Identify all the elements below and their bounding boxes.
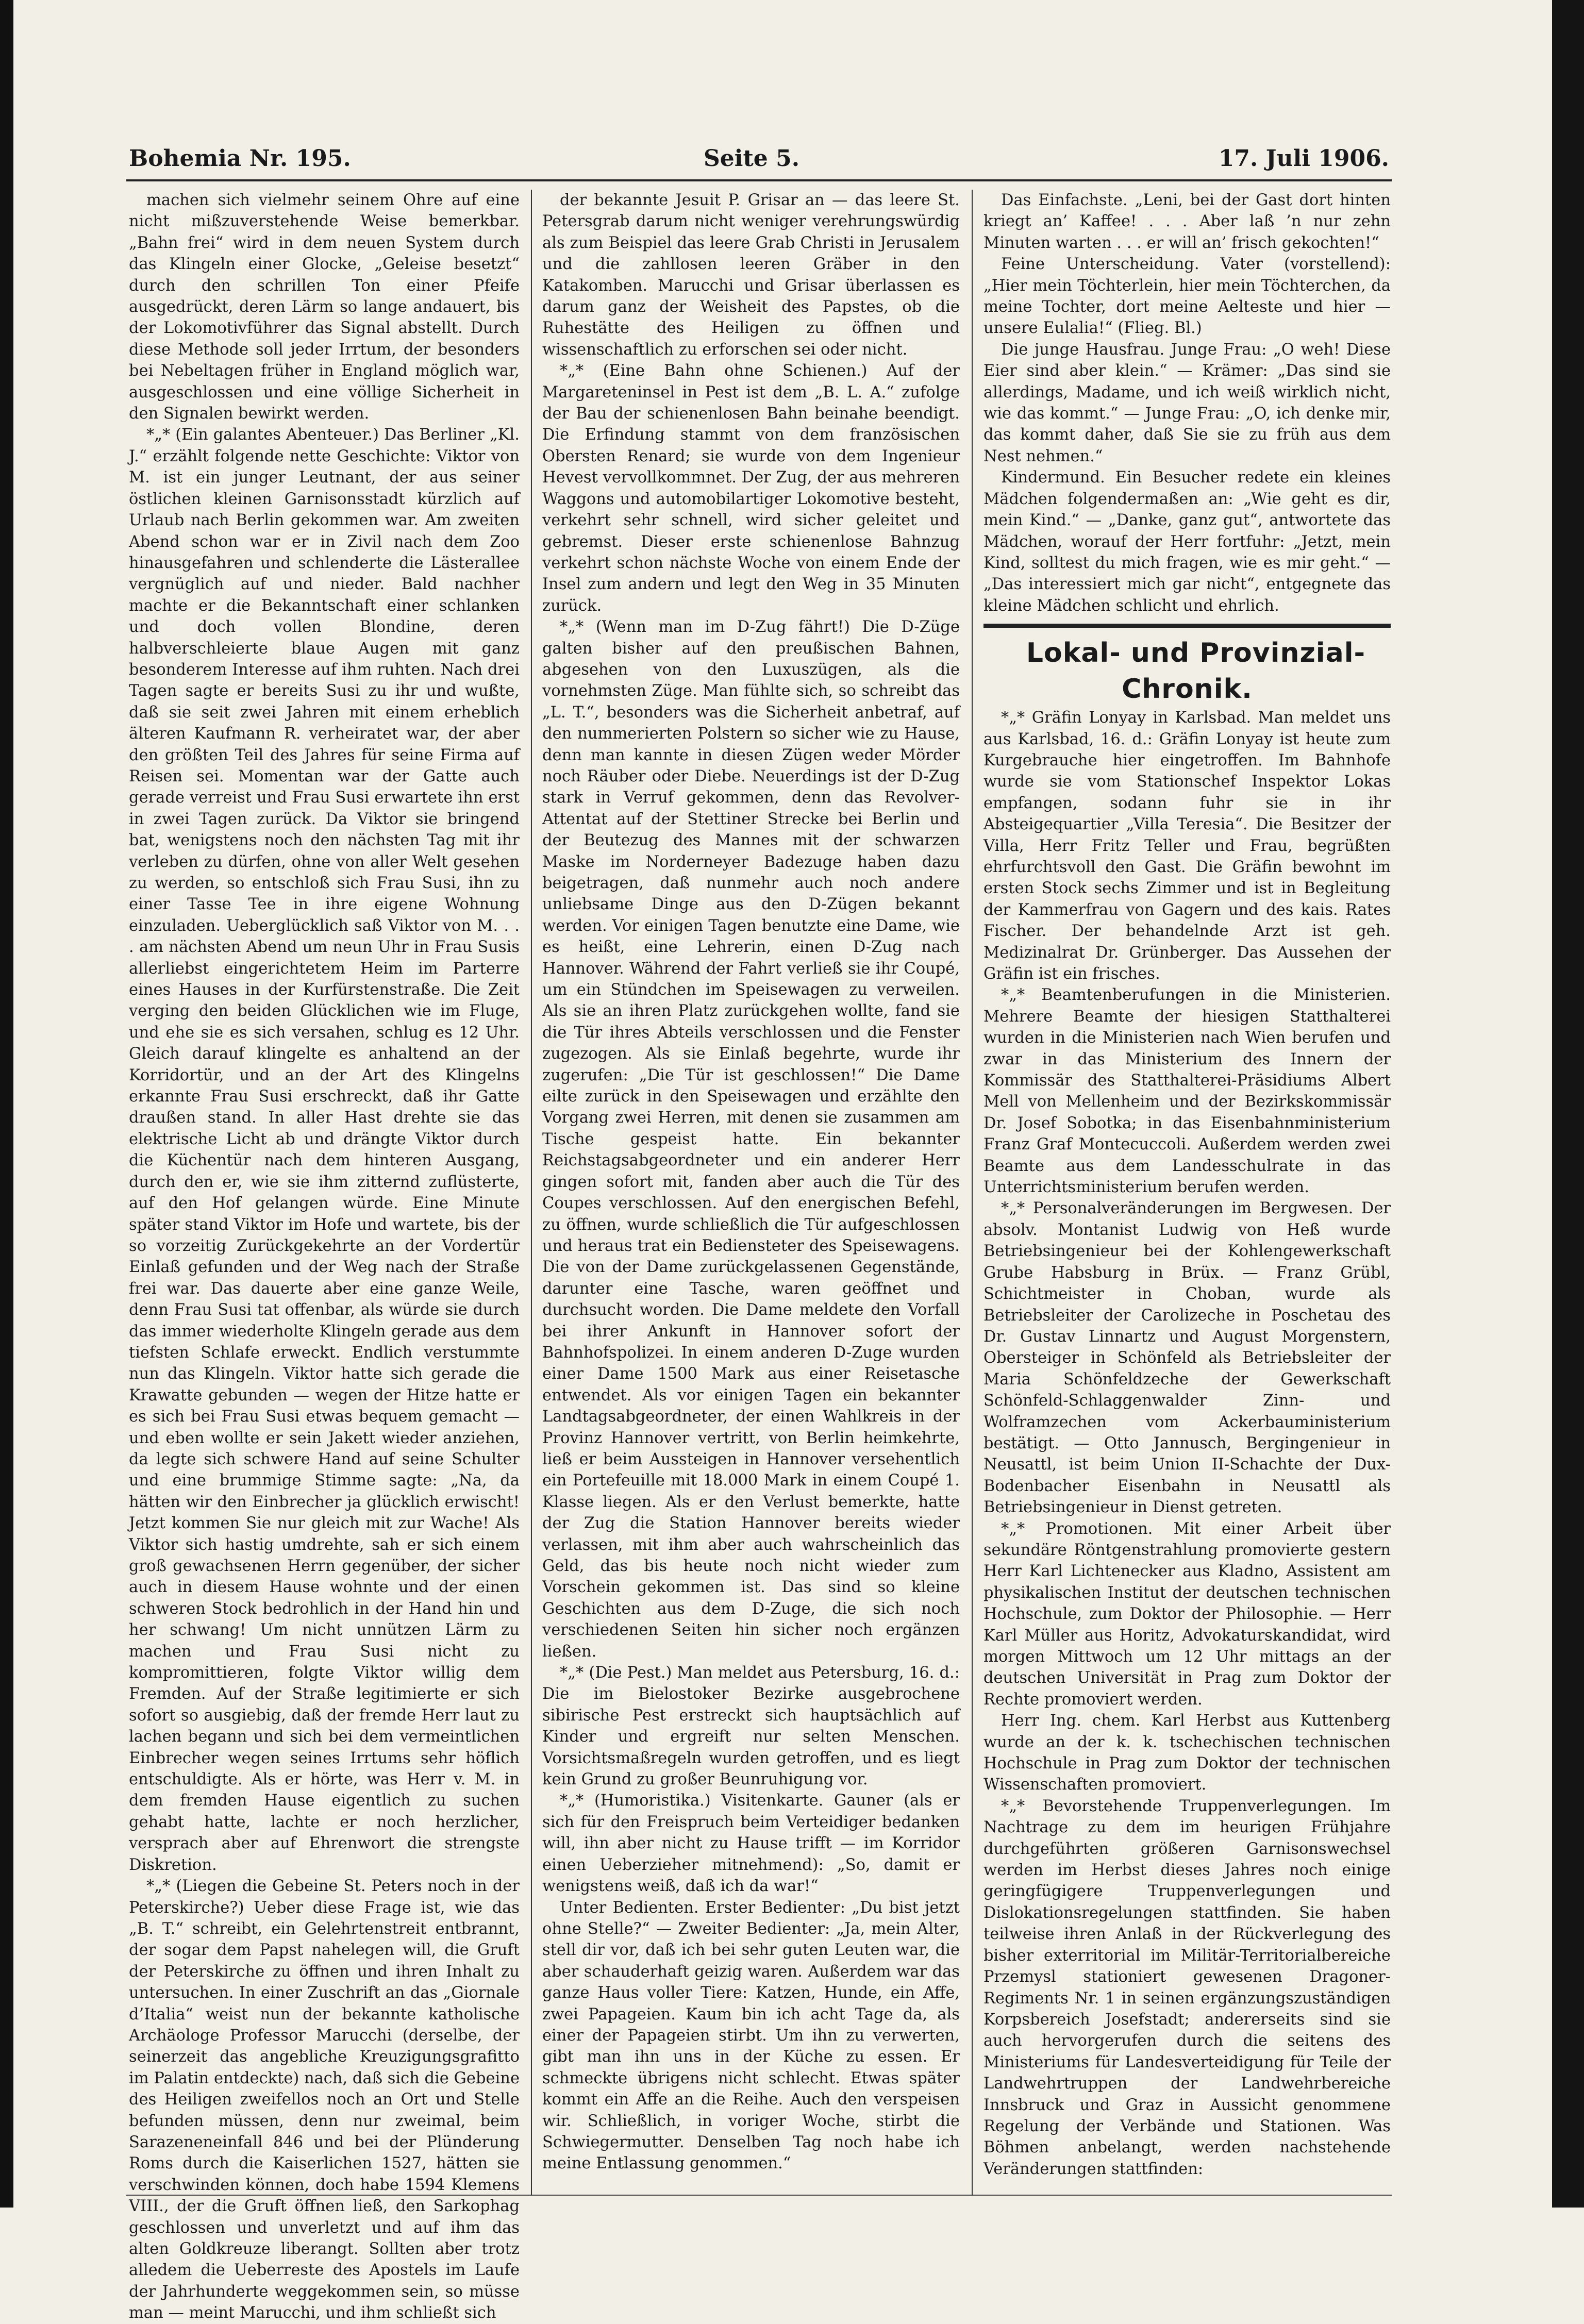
article-paragraph: *„* (Humoristika.) Visitenkarte. Gauner (als er sich für den Freispruch beim Verteidiger bedanken will, ihn aber nicht zu Hause trifft — im Korridor einen Ueberzieher mitnehmend): „So, damit er wenigstens weiß, daß ich da war!“ [542,1792,960,1896]
article-paragraph: *„* Personalveränderungen im Bergwesen. Der absolv. Montanist Ludwig von Heß wurde Betriebsingenieur bei der Kohlengewerkschaft Grube Habsburg in Brüx. — Franz Grübl, Schichtmeister in Choban, wurde als Betriebsleiter der Carolizeche in Poschetau des Dr. Gustav Linnartz und August Morgenstern, Obersteiger in Schönfeld als Betriebsleiter der Maria Schönfeldzeche der Gewerkschaft Schönfeld-Schlaggenwalder Zinn- und Wolframzechen vom Ackerbauministerium bestätigt. — Otto Jannusch, Bergingenieur in Neusattl, ist beim Union II-Schachte der Dux-Bodenbacher Eisenbahn in Neusattl als Betriebsingenieur in Dienst getreten. [983,1199,1391,1517]
article-paragraph: *„* (Die Pest.) Man meldet aus Petersburg, 16. d.: Die im Bielostoker Bezirke ausgebrochene sibirische Pest erstreckt sich hauptsächlich auf Kinder und ergreift nur selten Menschen. Vorsichtsmaßregeln wurden getroffen, und es liegt kein Grund zu großer Beunruhigung vor. [542,1664,960,1789]
column-divider [972,190,973,2195]
article-paragraph: Herr Ing. chem. Karl Herbst aus Kuttenberg wurde an der k. k. tschechischen technischen Hochschule in Prag zum Doktor der technischen Wissenschaften promoviert. [983,1712,1391,1794]
column-divider [531,190,532,2195]
section-title: Lokal- und Provinzial-Chronik. [1026,638,1366,705]
article-paragraph: *„* (Wenn man im D-Zug fährt!) Die D-Züge galten bisher auf den preußischen Bahnen, abgesehen von den Luxuszügen, als die vornehmsten Züge. Man fühlte sich, so schreibt das „L. T.“, besonders was die Sicherheit anbetraf, auf den nummerierten Polstern so sicher wie zu Hause, denn man kannte in diesen Zügen weder Mörder noch Räuber oder Diebe. Neuerdings ist der D-Zug stark in Verruf gekommen, denn das Revolver-Attentat auf der Stettiner Strecke bei Berlin und der Beutezug des Mannes mit der schwarzen Maske im Norderneyer Badezuge haben dazu beigetragen, daß nunmehr auch noch andere unliebsame Dinge aus den D-Zügen bekannt werden. Vor einigen Tagen benutzte eine Dame, wie es heißt, eine Lehrerin, einen D-Zug nach Hannover. Während der Fahrt verließ sie ihr Coupé, um ein Stündchen im Speisewagen zu verweilen. Als sie an ihren Platz zurückgehen wollte, fand sie die Tür ihres Abteils verschlossen und die Fenster zugezogen. Als sie Einlaß begehrte, wurde ihr zugerufen: „Die Tür ist geschlossen!“ Die Dame eilte zurück in den Speisewagen und erzählte den Vorgang zwei Herren, mit denen sie zusammen am Tische gespeist hatte. Ein bekannter Reichstagsabgeordneter und ein anderer Herr gingen sofort mit, fanden aber auch die Tür des Coupes verschlossen. Auf den energischen Befehl, zu öffnen, wurde schließlich die Tür aufgeschlossen und heraus trat ein Bediensteter des Speisewagens. Die von der Dame zurückgelassenen Gegenstände, darunter eine Tasche, waren geöffnet und durchsucht worden. Die Dame meldete den Vorfall bei ihrer Ankunft in Hannover sofort der Bahnhofspolizei. In einem anderen D-Zuge wurden einer Dame 1500 Mark aus einer Reisetasche entwendet. Als vor einigen Tagen ein bekannter Landtagsabgeordneter, der einen Wahlkreis in der Provinz Hannover vertritt, von Berlin heimkehrte, ließ er beim Aussteigen in Hannover versehentlich ein Portefeuille mit 18.000 Mark in einem Coupé 1. Klasse liegen. Als er den Verlust bemerkte, hatte der Zug die Station Hannover bereits wieder verlassen, mit ihm aber auch wahrscheinlich das Geld, das bis heute noch nicht wieder zum Vorschein gekommen ist. Das sind so kleine Geschichten aus dem D-Zuge, die sich noch verschiedenen Seiten hin sicher noch ergänzen ließen. [542,618,960,1661]
page-header [129,145,1389,181]
column-2 [542,190,960,2189]
article-paragraph: Das Einfachste. „Leni, bei der Gast dort hinten kriegt an’ Kaffee! . . . Aber laß ’n nur zehn Minuten warten . . . er will an’ frisch gekochten!“ [983,191,1391,252]
column-1 [129,190,520,2322]
article-paragraph: *„* Gräfin Lonyay in Karlsbad. Man meldet uns aus Karlsbad, 16. d.: Gräfin Lonyay ist heute zum Kurgebrauche hier eingetroffen. Im Bahnhofe wurde sie vom Stationschef Inspektor Lokas empfangen, sodann fuhr sie in ihr Absteigequartier „Villa Teresia“. Die Besitzer der Villa, Herr Fritz Teller und Frau, begrüßten ehrfurchtsvoll den Gast. Die Gräfin bewohnt im ersten Stock sechs Zimmer und ist in Begleitung der Kammerfrau von Gagern und des kais. Rates Fischer. Der behandelnde Arzt ist geh. Medizinalrat Dr. Grünberger. Das Aussehen der Gräfin ist ein frisches. [983,709,1391,983]
article-paragraph: *„* Bevorstehende Truppenverlegungen. Im Nachtrage zu dem im heurigen Frühjahre durchgeführten größeren Garnisonswechsel werden im Herbst dieses Jahres noch einige geringfügigere Truppenverlegungen und Dislokationsregelungen stattfinden. Sie haben teilweise ihren Anlaß in der Rückverlegung des bisher exterritorial im Militär-Territorialbereiche Przemysl stationiert gewesenen Dragoner-Regiments Nr. 1 in seinen ergänzungszuständigen Korpsbereich Josefstadt; andererseits sind sie auch hervorgerufen durch die seitens des Ministeriums für Landesverteidigung für Teile der Landwehrtruppen der Landwehrbereiche Innsbruck und Graz in Aussicht genommene Regelung der Verbände und Stationen. Was Böhmen anbelangt, werden nachstehende Veränderungen stattfinden: [983,1797,1391,2178]
bottom-rule [126,2195,1392,2196]
page-number: Seite 5. [704,145,800,172]
article-paragraph: Unter Bedienten. Erster Bedienter: „Du bist jetzt ohne Stelle?“ — Zweiter Bedienter: „Ja, mein Alter, stell dir vor, daß ich bei sehr guten Leuten war, die aber schauderhaft geizig waren. Außerdem war das ganze Haus voller Tiere: Katzen, Hunde, ein Affe, zwei Papageien. Kaum bin ich acht Tage da, als einer der Papageien stirbt. Um ihn zu verwerten, gibt man ihn uns in der Küche zu essen. Er schmeckte übrigens nicht schlecht. Etwas später kommt ein Affe an die Reihe. Auch den verspeisen wir. Schließlich, in voriger Woche, stirbt die Schwiegermutter. Denselben Tag noch habe ich meine Entlassung genommen.“ [542,1898,960,2173]
article-paragraph: Die junge Hausfrau. Junge Frau: „O weh! Diese Eier sind aber klein.“ — Krämer: „Das sind sie allerdings, Madame, und ich weiß wirklich nicht, wie das kommt.“ — Junge Frau: „O, ich denke mir, das kommt daher, daß Sie sie zu früh aus dem Nest nehmen.“ [983,340,1391,465]
article-paragraph: *„* (Eine Bahn ohne Schienen.) Auf der Margareteninsel in Pest ist dem „B. L. A.“ zufolge der Bau der schienenlosen Bahn beinahe beendigt. Die Erfindung stammt von dem französischen Obersten Renard; sie wurde von dem Ingenieur Hevest vervollkommnet. Der Zug, der aus mehreren Waggons und automobilartiger Lokomotive besteht, verkehrt sehr schnell, wird sicher geleitet und gebremst. Dieser erste schienenlose Bahnzug verkehrt schon nächste Woche von einem Ende der Insel zum andern und legt den Weg in 35 Minuten zurück. [542,362,960,615]
article-paragraph: machen sich vielmehr seinem Ohre auf eine nicht mißzuverstehende Weise bemerkbar. „Bahn frei“ wird in dem neuen System durch das Klingeln einer Glocke, „Geleise besetzt“ durch den schrillen Ton einer Pfeife ausgedrückt, deren Lärm so lange andauert, bis der Lokomotivführer das Signal abstellt. Durch diese Methode soll jeder Irrtum, der besonders bei Nebeltagen früher in England möglich war, ausgeschlossen und eine völlige Sicherheit in den Signalen bewirkt werden. [129,191,520,423]
article-paragraph: Kindermund. Ein Besucher redete ein kleines Mädchen folgendermaßen an: „Wie geht es dir, mein Kind.“ — „Danke, ganz gut“, antwortete das Mädchen, worauf der Herr fortfuhr: „Jetzt, mein Kind, solltest du mich fragen, wie es mir geht.“ — „Das interessiert mich gar nicht“, entgegnete das kleine Mädchen schlicht und ehrlich. [983,469,1391,615]
scan-edge-left [0,0,13,2208]
article-paragraph: der bekannte Jesuit P. Grisar an — das leere St. Petersgrab darum nicht weniger verehrungswürdig als zum Beispiel das leere Grab Christi in Jerusalem und die zahllosen leeren Gräber in den Katakomben. Marucchi und Grisar überlassen es darum ganz der Weisheit des Papstes, ob die Ruhestätte des Heiligen zu öffnen und wissenschaftlich zu erforschen sei oder nicht. [542,191,960,359]
article-paragraph: *„* (Liegen die Gebeine St. Peters noch in der Peterskirche?) Ueber diese Frage ist, wie das „B. T.“ schreibt, ein Gelehrtenstreit entbrannt, der sogar dem Papst nahelegen will, die Gruft der Peterskirche zu öffnen und ihren Inhalt zu untersuchen. In einer Zuschrift an das „Giornale d’Italia“ weist nun der bekannte katholische Archäologe Professor Marucchi (derselbe, der seinerzeit das angebliche Kreuzigungsgrafitto im Palatin entdeckte) nach, daß sich die Gebeine des Heiligen zweifellos noch an Ort und Stelle befunden müssen, denn nur zweimal, beim Sarazeneneinfall 846 und bei der Plünderung Roms durch die Kaiserlichen 1527, hätten sie verschwinden können, doch habe 1594 Klemens VIII., der die Gruft öffnen ließ, den Sarkophag geschlossen und unverletzt und auf ihm das alten Goldkreuze liberangt. Sollten aber trotz alledem die Ueberreste des Apostels im Laufe der Jahrhunderte weggekommen sein, so müsse man — meint Marucchi, und ihm schließt sich [129,1877,520,2322]
article-paragraph: *„* Promotionen. Mit einer Arbeit über sekundäre Röntgenstrahlung promovierte gestern Herr Karl Lichtenecker aus Kladno, Assistent am physikalischen Institut der deutschen technischen Hochschule, zum Doktor der Philosophie. — Herr Karl Müller aus Horitz, Advokaturskandidat, wird morgen Mittwoch um 12 Uhr mittags an der deutschen Universität in Prag zum Doktor der Rechte promoviert werden. [983,1519,1391,1709]
scan-edge-right [1552,0,1584,2208]
article-paragraph: Feine Unterscheidung. Vater (vorstellend): „Hier mein Töchterlein, hier mein Töchterchen, da meine Tochter, dort meine Aelteste und hier — unsere Eulalia!“ (Flieg. Bl.) [983,255,1391,338]
page-date: 17. Juli 1906. [1218,145,1389,172]
header-rule [126,179,1392,181]
paper-issue: Bohemia Nr. 195. [129,145,351,172]
column-3 [983,190,1391,2189]
article-paragraph: *„* Beamtenberufungen in die Ministerien. Mehrere Beamte der hiesigen Statthalterei wurden in die Ministerien nach Wien berufen und zwar in das Ministerium des Innern der Kommissär des Statthalterei-Präsidiums Albert Mell von Mellenheim und der Bezirkskommissär Dr. Josef Sobotka; in das Eisenbahnministerium Franz Graf Montecuccoli. Außerdem werden zwei Beamte aus dem Landesschulrate in das Unterrichtsministerium berufen werden. [983,986,1391,1197]
section-rule [983,624,1391,628]
article-paragraph: *„* (Ein galantes Abenteuer.) Das Berliner „Kl. J.“ erzählt folgende nette Geschichte: Viktor von M. ist ein junger Leutnant, der aus seiner östlichen kleinen Garnisonsstadt kürzlich auf Urlaub nach Berlin gekommen war. Am zweiten Abend schon war er in Zivil nach dem Zoo hinausgefahren und schlenderte die Lästerallee vergnüglich auf und nieder. Bald nachher machte er die Bekanntschaft einer schlanken und doch vollen Blondine, deren halbverschleierte blaue Augen mit ganz besonderem Interesse auf ihm ruhten. Nach drei Tagen sagte er bereits Susi zu ihr und wußte, daß sie seit zwei Jahren mit einem erheblich älteren Kaufmann R. verheiratet war, der aber den größten Teil des Jahres für seine Firma auf Reisen sei. Momentan war der Gatte auch gerade verreist und Frau Susi erwartete ihn erst in zwei Tagen zurück. Da Viktor sie bringend bat, wenigstens noch den nächsten Tag mit ihr verleben zu dürfen, ohne von aller Welt gesehen zu werden, so entschloß sich Frau Susi, ihn zu einer Tasse Tee in ihre eigene Wohnung einzuladen. Ueberglücklich saß Viktor von M. . . . am nächsten Abend um neun Uhr in Frau Susis allerliebst eingerichtetem Heim im Parterre eines Hauses in der Kurfürstenstraße. Die Zeit verging den beiden Glücklichen wie im Fluge, und ehe sie es sich versahen, schlug es 12 Uhr. Gleich darauf klingelte es anhaltend an der Korridortür, und an der Art des Klingelns erkannte Frau Susi erschreckt, daß ihr Gatte draußen stand. In aller Hast drehte sie das elektrische Licht ab und drängte Viktor durch die Küchentür nach dem hinteren Ausgang, durch den er, wie sie ihm zitternd zuflüsterte, auf den Hof gelangen würde. Eine Minute später stand Viktor im Hofe und wartete, bis der so vorzeitig Zurückgekehrte an der Vordertür Einlaß gefunden und der Weg nach der Straße frei war. Das dauerte aber eine ganze Weile, denn Frau Susi tat offenbar, als würde sie durch das immer wiederholte Klingeln gerade aus dem tiefsten Schlafe erweckt. Endlich verstummte nun das Klingeln. Viktor hatte sich gerade die Krawatte gebunden — wegen der Hitze hatte er es sich bei Frau Susi etwas bequem gemacht — und eben wollte er sein Jakett wieder anziehen, da legte sich schwere Hand auf seine Schulter und eine brummige Stimme sagte: „Na, da hätten wir den Einbrecher ja glücklich erwischt! Jetzt kommen Sie nur gleich mit zur Wache! Als Viktor sich hastig umdrehte, sah er sich einem groß gewachsenen Herrn gegenüber, der sicher auch in diesem Hause wohnte und der einen schweren Stock bedrohlich in der Hand hin und her schwang! Um nicht unnützen Lärm zu machen und Frau Susi nicht zu kompromittieren, folgte Viktor willig dem Fremden. Auf der Straße legitimierte er sich sofort so ausgiebig, daß der fremde Herr laut zu lachen begann und sich bei dem vermeintlichen Einbrecher wegen seines Irrtums sehr höflich entschuldigte. Als er hörte, was Herr v. M. in dem fremden Hause eigentlich zu suchen gehabt hatte, lachte er noch herzlicher, versprach aber auf Ehrenwort die strengste Diskretion. [129,426,520,1874]
